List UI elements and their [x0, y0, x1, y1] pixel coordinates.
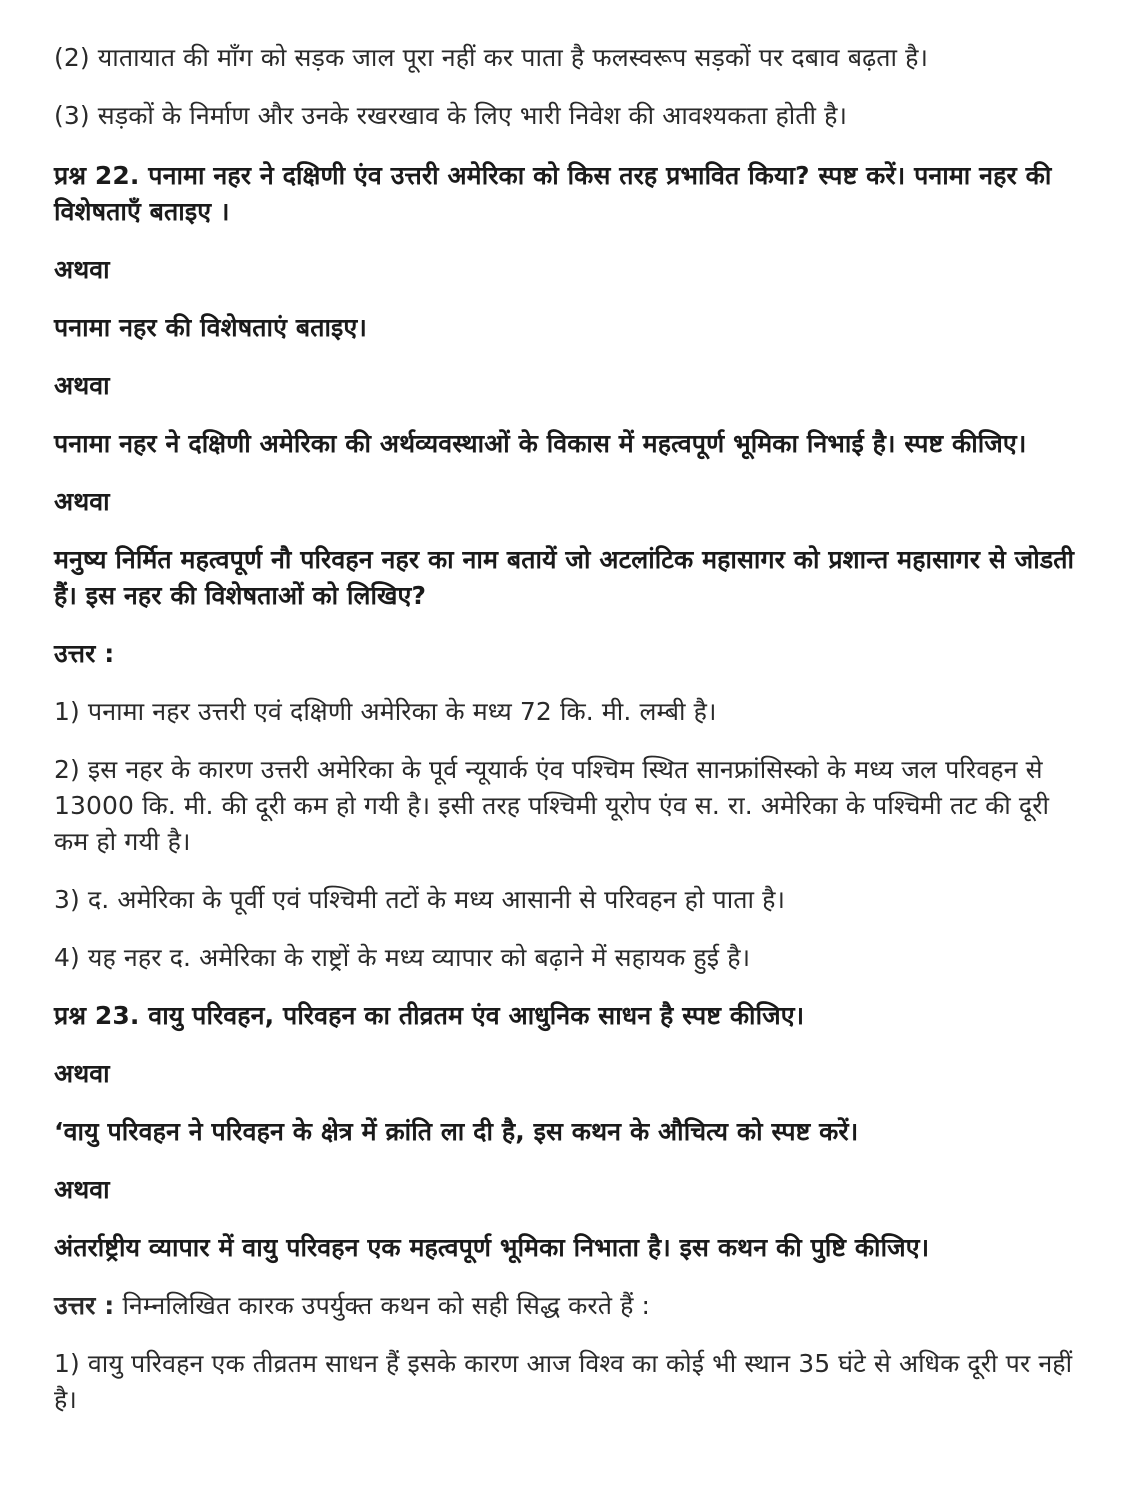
answer-label: उत्तर :: [54, 1291, 115, 1320]
question-22-alt-1: पनामा नहर की विशेषताएं बताइए।: [54, 313, 367, 342]
answer-intro-text: निम्नलिखित कारक उपर्युक्त कथन को सही सिद्ध करते हैं :: [114, 1291, 651, 1320]
or-label: अथवा: [54, 255, 110, 284]
or-label: अथवा: [54, 1175, 110, 1204]
point-3: (3) सड़कों के निर्माण और उनके रखरखाव के लिए भारी निवेश की आवश्यकता होती है।: [54, 101, 848, 130]
question-22: प्रश्न 22. पनामा नहर ने दक्षिणी एंव उत्तरी अमेरिका को किस तरह प्रभावित किया? स्पष्ट करें। पनामा नहर की विशेषताएँ बताइए ।: [54, 161, 1052, 226]
question-23: प्रश्न 23. वायु परिवहन, परिवहन का तीव्रतम एंव आधुनिक साधन है स्पष्ट कीजिए।: [54, 1001, 805, 1030]
answer-point-1: 1) पनामा नहर उत्तरी एवं दक्षिणी अमेरिका के मध्य 72 कि. मी. लम्बी है।: [54, 697, 717, 726]
or-label: अथवा: [54, 487, 110, 516]
answer-intro: [54, 1288, 1084, 1324]
question-23-alt-2: अंतर्राष्ट्रीय व्यापार में वायु परिवहन एक महत्वपूर्ण भूमिका निभाता है। इस कथन की पुष्टि कीजिए।: [54, 1233, 930, 1262]
point-2: (2) यातायात की माँग को सड़क जाल पूरा नहीं कर पाता है फलस्वरूप सड़कों पर दबाव बढ़ता है।: [54, 43, 929, 72]
answer-point-1: 1) वायु परिवहन एक तीव्रतम साधन हैं इसके कारण आज विश्व का कोई भी स्थान 35 घंटे से अधिक दूरी पर नहीं है।: [54, 1349, 1073, 1414]
question-22-alt-2: पनामा नहर ने दक्षिणी अमेरिका की अर्थव्यवस्थाओं के विकास में महत्वपूर्ण भूमिका निभाई है। स्पष्ट कीजिए।: [54, 429, 1027, 458]
answer-point-3: 3) द. अमेरिका के पूर्वी एवं पश्चिमी तटों के मध्य आसानी से परिवहन हो पाता है।: [54, 885, 786, 914]
or-label: अथवा: [54, 1059, 110, 1088]
answer-label: उत्तर :: [54, 639, 115, 668]
answer-point-4: 4) यह नहर द. अमेरिका के राष्ट्रों के मध्य व्यापार को बढ़ाने में सहायक हुई है।: [54, 943, 751, 972]
answer-point-2: 2) इस नहर के कारण उत्तरी अमेरिका के पूर्व न्यूयार्क एंव पश्चिम स्थित सानफ्रांसिस्को के मध्य जल परिवहन से 13000 कि. मी. की दूरी कम हो गयी है। इसी तरह पश्चिमी यूरोप एंव स. रा. अमेरिका के पश्चिमी तट की दूरी कम हो गयी है।: [54, 755, 1050, 856]
or-label: अथवा: [54, 371, 110, 400]
question-22-alt-3: मनुष्य निर्मित महत्वपूर्ण नौ परिवहन नहर का नाम बतायें जो अटलांटिक महासागर को प्रशान्त महासागर से जोडती हैं। इस नहर की विशेषताओं को लिखिए?: [54, 545, 1075, 610]
document-page: [54, 40, 1084, 1418]
question-23-alt-1: ‘वायु परिवहन ने परिवहन के क्षेत्र में क्रांति ला दी है, इस कथन के औचित्य को स्पष्ट करें।: [54, 1117, 859, 1146]
